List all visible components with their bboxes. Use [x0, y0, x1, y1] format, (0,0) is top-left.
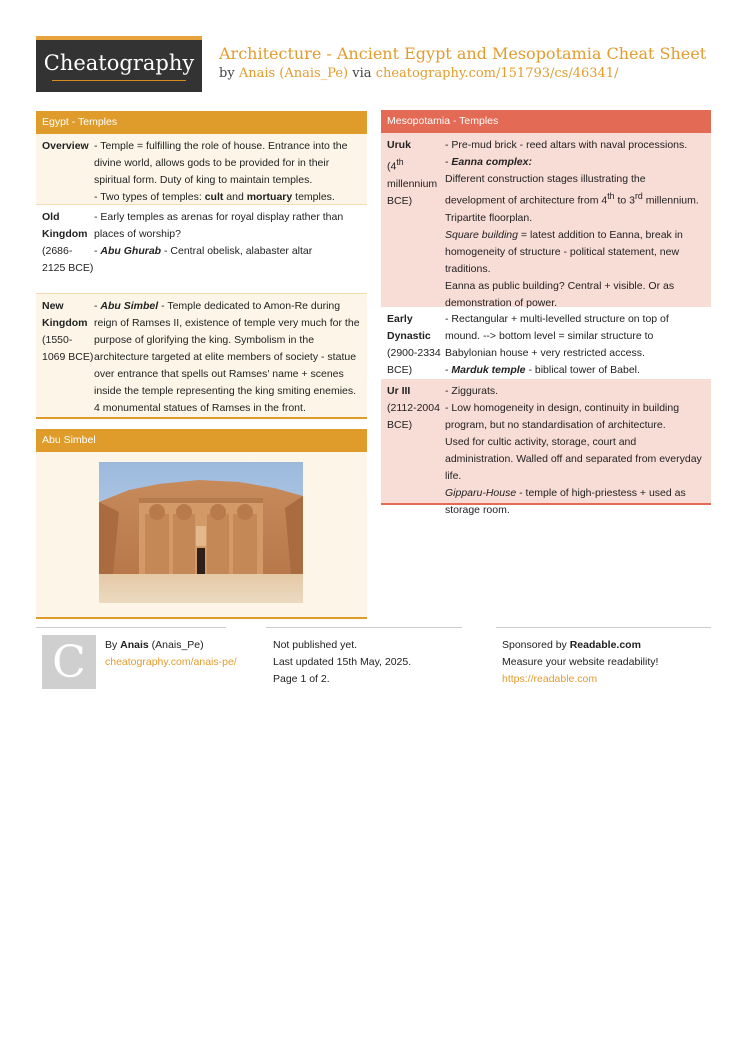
- author-link[interactable]: Anais (Anais_Pe): [238, 66, 349, 81]
- sponsor-link[interactable]: https://readable.com: [502, 673, 598, 685]
- sponsor-tagline: Measure your website readability!: [502, 656, 659, 668]
- text: - Early temples as arenas for royal display rather than places of worship?: [94, 211, 344, 240]
- row-label: [381, 383, 445, 498]
- italic-text: Square building: [445, 228, 518, 241]
- row-label-text: Uruk: [387, 139, 411, 151]
- byline: [219, 66, 618, 81]
- row-label-dates: (2686-2125 BCE): [42, 245, 94, 274]
- row-label: [381, 311, 445, 374]
- author-name: Anais: [120, 639, 149, 651]
- logo-text: Cheatography: [43, 51, 195, 75]
- author-profile-link[interactable]: cheatography.com/anais-pe/: [105, 656, 237, 668]
- abu-simbel-image: [99, 462, 303, 603]
- row-label-text: Ur III: [387, 385, 411, 397]
- row-label: Overview: [42, 140, 89, 152]
- row-label-text: Old Kingdom: [42, 211, 88, 240]
- bold-italic-text: Abu Ghurab: [100, 245, 162, 257]
- text: = latest addition to Eanna, break in homogeneity of structure - political statement, new traditions.: [445, 228, 683, 275]
- row-content: [94, 209, 367, 288]
- footer-divider: [266, 627, 462, 628]
- bold-italic-text: Marduk temple: [451, 364, 526, 376]
- text: - Ziggurats.: [445, 385, 499, 397]
- row-content: [445, 137, 711, 309]
- page-number: Page 1 of 2.: [273, 673, 330, 685]
- row-content: [94, 298, 367, 412]
- text: Different construction stages illustrating the development of architecture from 4: [445, 173, 646, 207]
- section-header-mesopotamia: Mesopotamia - Temples: [381, 110, 711, 133]
- text: By: [105, 639, 121, 651]
- table-row: [381, 133, 711, 307]
- row-content: [94, 138, 367, 203]
- text: and: [223, 191, 247, 203]
- footer-divider: [496, 627, 711, 628]
- text: -: [94, 300, 101, 312]
- text: - Rectangular + multi-levelled structure on top of mound. --> bottom level = similar structure to Babylonian house + very restricted access.: [445, 313, 669, 359]
- page-footer: [36, 627, 711, 697]
- bold-italic-text: Eanna complex:: [451, 156, 532, 168]
- row-label: [36, 298, 94, 412]
- logo-underline: [52, 80, 186, 81]
- text: Sponsored by: [502, 639, 570, 651]
- table-row: [36, 134, 367, 204]
- last-updated: Last updated 15th May, 2025.: [273, 656, 412, 668]
- abu-simbel-section: [36, 429, 367, 619]
- table-row: [381, 379, 711, 516]
- text: -: [445, 156, 452, 168]
- logo-letter: C: [52, 637, 86, 688]
- superscript: rd: [635, 191, 643, 201]
- superscript: th: [607, 191, 615, 201]
- row-label-text: New Kingdom: [42, 300, 88, 329]
- footer-sponsor: [502, 637, 658, 688]
- text: - Central obelisk, alabaster altar: [161, 245, 313, 257]
- row-label-dates: (1550-1069 BCE): [42, 334, 94, 363]
- text: Eanna as public building? Central + visible. Or as demonstration of power.: [445, 279, 675, 309]
- byline-by: by: [219, 66, 235, 81]
- section-header-abu-simbel: Abu Simbel: [36, 429, 367, 452]
- row-content: [445, 311, 711, 374]
- table-row: [36, 293, 367, 417]
- mesopotamia-temples-section: [381, 110, 711, 516]
- text: - Low homogeneity in design, continuity in building program, but no standardisation of architecture.: [445, 402, 680, 431]
- author-handle: (Anais_Pe): [148, 639, 204, 651]
- cheatography-logo[interactable]: [36, 36, 202, 92]
- row-label: [381, 137, 445, 302]
- row-label-dates: (2900-2334 BCE): [387, 347, 441, 376]
- text: - biblical tower of Babel.: [525, 364, 640, 376]
- bold-italic-text: Abu Simbel: [100, 300, 159, 312]
- abu-simbel-photo: [99, 462, 303, 603]
- bold-text: cult: [204, 191, 224, 203]
- text: (4: [387, 160, 397, 173]
- text: - temple of high-priestess + used as storage room.: [445, 487, 686, 516]
- text: - Temple dedicated to Amon-Re during reign of Ramses II, existence of temple very much for the purpose of glorifying the king. Symbolism in the architecture targeted at elite members of society - statue over entrance that spells out Ramses' name + scenes inside the temple representing the king smiting enemies. 4 monumental statues of Ramses in the front.: [94, 300, 360, 414]
- text: millennium BCE): [387, 177, 438, 207]
- text: - Temple = fulfilling the role of house. Entrance into the divine world, allows gods to be provided for in their spiritual form. Duty of king to maintain temples.: [94, 140, 348, 186]
- sheet-url-link[interactable]: cheatography.com/151793/cs/46341/: [375, 66, 619, 81]
- footer-status: [273, 637, 411, 688]
- text: millennium. Tripartite floorplan.: [445, 194, 699, 224]
- row-label-text: Early Dynastic: [387, 313, 431, 342]
- text: to 3: [614, 194, 635, 207]
- section-header-egypt: Egypt - Temples: [36, 111, 367, 134]
- text: -: [94, 245, 101, 257]
- bold-text: mortuary: [246, 191, 293, 203]
- superscript: th: [396, 157, 404, 167]
- byline-via: via: [352, 66, 372, 81]
- table-row: [381, 307, 711, 379]
- page-title: Architecture - Ancient Egypt and Mesopotamia Cheat Sheet: [219, 44, 707, 63]
- italic-text: Gipparu-House: [445, 487, 517, 499]
- row-label: [36, 209, 94, 288]
- table-row: [36, 204, 367, 293]
- sponsor-name: Readable.com: [569, 639, 641, 651]
- footer-author: [105, 637, 237, 671]
- text: -: [445, 364, 452, 376]
- footer-divider: [36, 627, 226, 628]
- row-label-dates: [387, 154, 445, 210]
- row-label-dates: (2112-2004 BCE): [387, 402, 440, 431]
- text: temples.: [292, 191, 335, 203]
- egypt-temples-section: [36, 111, 367, 419]
- text: - Pre-mud brick - reed altars with naval processions.: [445, 139, 688, 151]
- text: Used for cultic activity, storage, court and administration. Walled off and separated from everyday life.: [445, 436, 702, 482]
- row-content: [445, 383, 711, 516]
- cheatography-c-logo[interactable]: [42, 635, 96, 689]
- publish-status: Not published yet.: [273, 639, 358, 651]
- text: - Two types of temples:: [94, 191, 205, 203]
